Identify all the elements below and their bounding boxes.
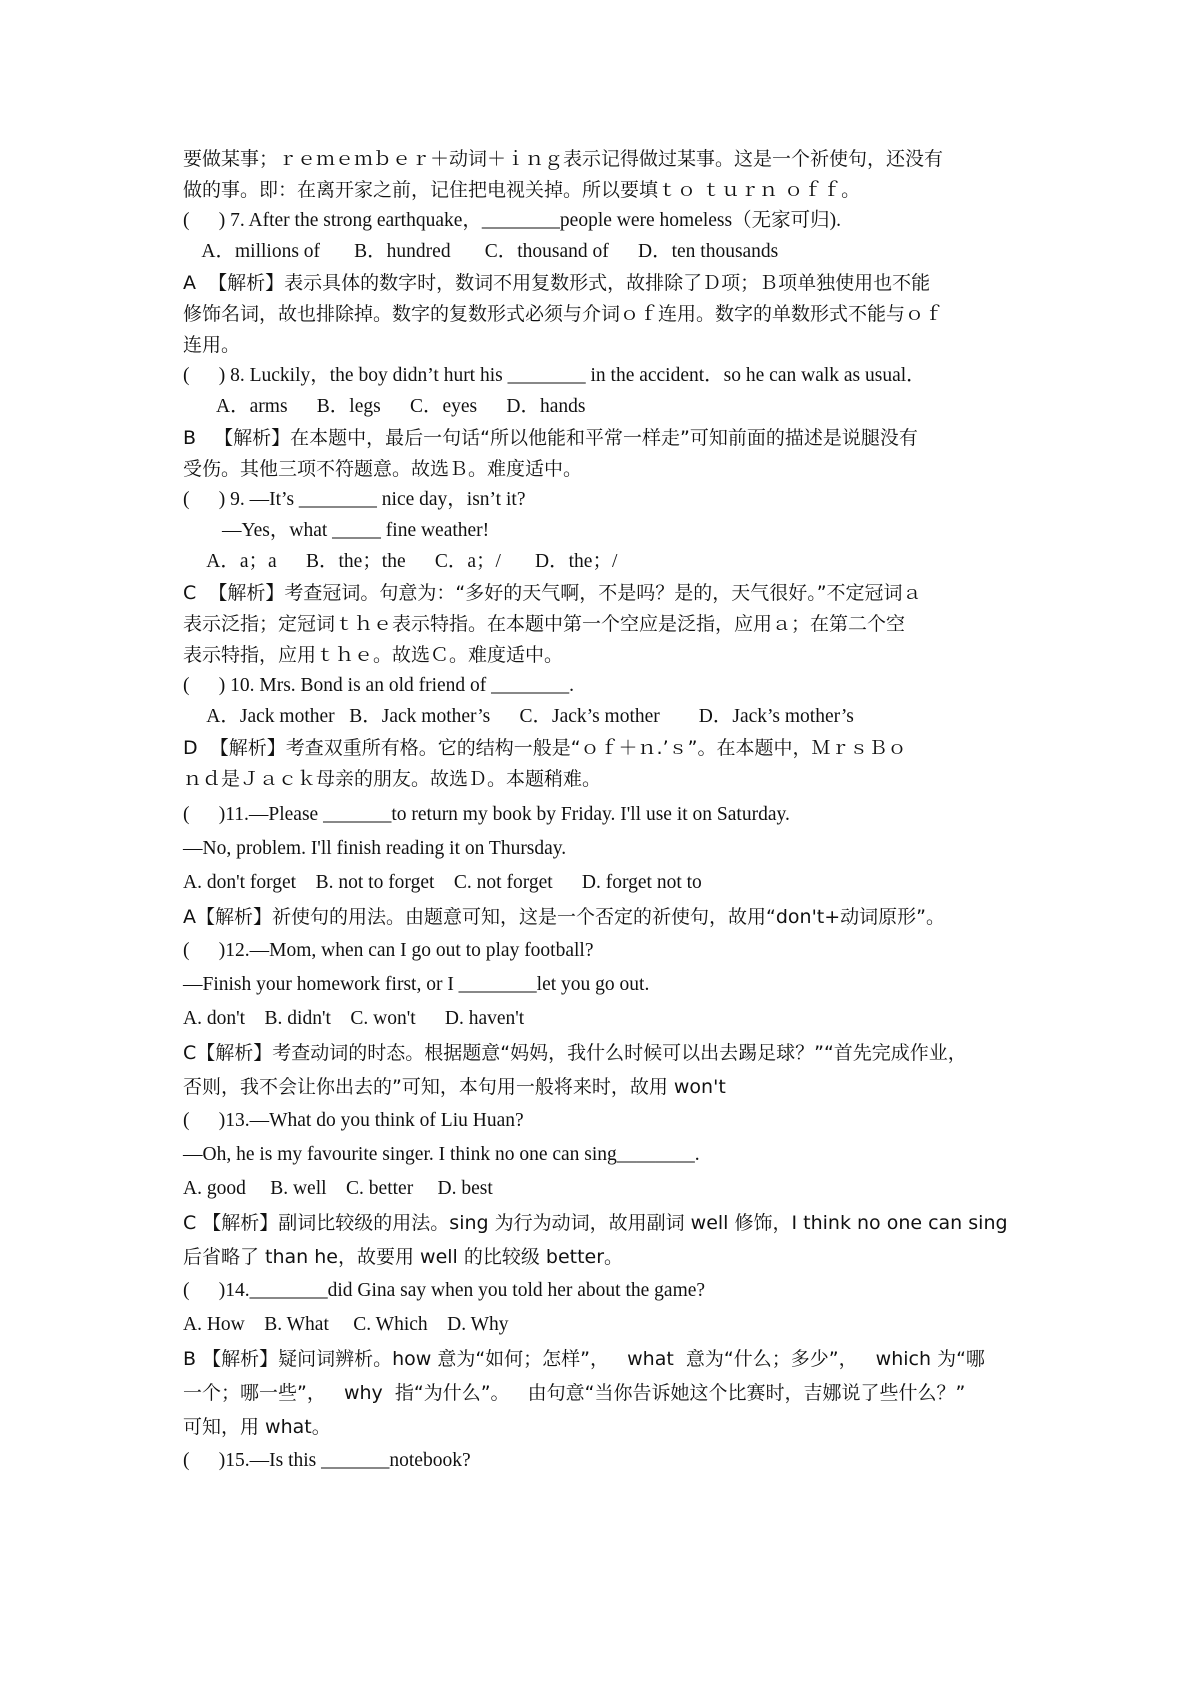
question-9: ( ) 9. —It’s ________ nice day，isn’t it? bbox=[183, 489, 526, 510]
text-line: 连用。 bbox=[183, 334, 241, 356]
text-line: 要做某事；ｒｅｍｅｍｂｅｒ＋动词＋ｉｎｇ表示记得做过某事。这是一个祈使句，还没有 bbox=[183, 148, 944, 170]
text-line: 表示特指，应用ｔｈｅ。故选Ｃ。难度适中。 bbox=[183, 644, 564, 666]
answer-explanation: D 【解析】考查双重所有格。它的结构一般是“ｏｆ＋ｎ.’ｓ”。在本题中，ＭｒｓＢｏ bbox=[183, 737, 907, 759]
answer-explanation: C 【解析】副词比较级的用法。sing 为行为动词，故用副词 well 修饰，I think no one can sing bbox=[183, 1212, 1008, 1234]
text-line: 可知，用 what。 bbox=[183, 1416, 331, 1438]
text-line: 一个；哪一些”， why 指“为什么”。 由句意“当你告诉她这个比赛时，吉娜说了些什么？” bbox=[183, 1382, 966, 1404]
question-7-options: A．millions of B．hundred C．thousand of D．ten thousands bbox=[183, 241, 779, 262]
text-line: 受伤。其他三项不符题意。故选Ｂ。难度适中。 bbox=[183, 458, 583, 480]
question-12: ( )12.—Mom, when can I go out to play football? bbox=[183, 940, 594, 961]
text-line: 表示泛指；定冠词ｔｈｅ表示特指。在本题中第一个空应是泛指，应用ａ；在第二个空 bbox=[183, 613, 906, 635]
question-7: ( ) 7. After the strong earthquake，________people were homeless（无家可归). bbox=[183, 210, 841, 231]
answer-explanation: B 【解析】在本题中，最后一句话“所以他能和平常一样走”可知前面的描述是说腿没有 bbox=[183, 427, 918, 449]
question-8-options: A．arms B．legs C．eyes D．hands bbox=[183, 396, 586, 417]
question-9-options: A．a；a B．the；the C．a；/ D．the；/ bbox=[183, 551, 618, 572]
question-11: ( )11.—Please _______to return my book by Friday. I'll use it on Saturday. bbox=[183, 804, 790, 825]
question-9-reply: —Yes，what _____ fine weather! bbox=[183, 520, 490, 541]
text-line: 做的事。即：在离开家之前，记住把电视关掉。所以要填ｔｏ ｔｕｒｎ ｏｆｆ。 bbox=[183, 179, 861, 201]
question-10: ( ) 10. Mrs. Bond is an old friend of ________. bbox=[183, 675, 575, 696]
text-line: 后省略了 than he，故要用 well 的比较级 better。 bbox=[183, 1246, 624, 1268]
answer-explanation: A【解析】祈使句的用法。由题意可知，这是一个否定的祈使句，故用“don't+动词原形”。 bbox=[183, 906, 946, 928]
text-line: ｎｄ是Ｊａｃｋ母亲的朋友。故选Ｄ。本题稍难。 bbox=[183, 768, 602, 790]
text-line: 否则，我不会让你出去的”可知，本句用一般将来时，故用 won't bbox=[183, 1076, 726, 1098]
question-13: ( )13.—What do you think of Liu Huan? bbox=[183, 1110, 524, 1131]
question-14: ( )14.________did Gina say when you told her about the game? bbox=[183, 1280, 706, 1301]
answer-explanation: C 【解析】考查冠词。句意为：“多好的天气啊，不是吗？是的，天气很好。”不定冠词ａ bbox=[183, 582, 922, 604]
answer-explanation: B 【解析】疑问词辨析。how 意为“如何；怎样”， what 意为“什么；多少”， which 为“哪 bbox=[183, 1348, 985, 1370]
answer-explanation: A 【解析】表示具体的数字时，数词不用复数形式，故排除了Ｄ项；Ｂ项单独使用也不能 bbox=[183, 272, 931, 294]
question-10-options: A．Jack mother B．Jack mother’s C．Jack’s mother D．Jack’s mother’s bbox=[183, 706, 854, 727]
question-13-options: A. good B. well C. better D. best bbox=[183, 1178, 493, 1199]
question-12-options: A. don't B. didn't C. won't D. haven't bbox=[183, 1008, 525, 1029]
answer-explanation: C【解析】考查动词的时态。根据题意“妈妈，我什么时候可以出去踢足球？”“首先完成作业， bbox=[183, 1042, 967, 1064]
question-15: ( )15.—Is this _______notebook? bbox=[183, 1450, 471, 1471]
question-13-reply: —Oh, he is my favourite singer. I think no one can sing________. bbox=[183, 1144, 700, 1165]
question-11-reply: —No, problem. I'll finish reading it on Thursday. bbox=[183, 838, 567, 859]
question-11-options: A. don't forget B. not to forget C. not forget D. forget not to bbox=[183, 872, 702, 893]
question-8: ( ) 8. Luckily，the boy didn’t hurt his ________ in the accident．so he can walk as usual． bbox=[183, 365, 926, 386]
question-12-reply: —Finish your homework first, or I ________let you go out. bbox=[183, 974, 650, 995]
question-14-options: A. How B. What C. Which D. Why bbox=[183, 1314, 509, 1335]
text-line: 修饰名词，故也排除掉。数字的复数形式必须与介词ｏｆ连用。数字的单数形式不能与ｏｆ bbox=[183, 303, 944, 325]
